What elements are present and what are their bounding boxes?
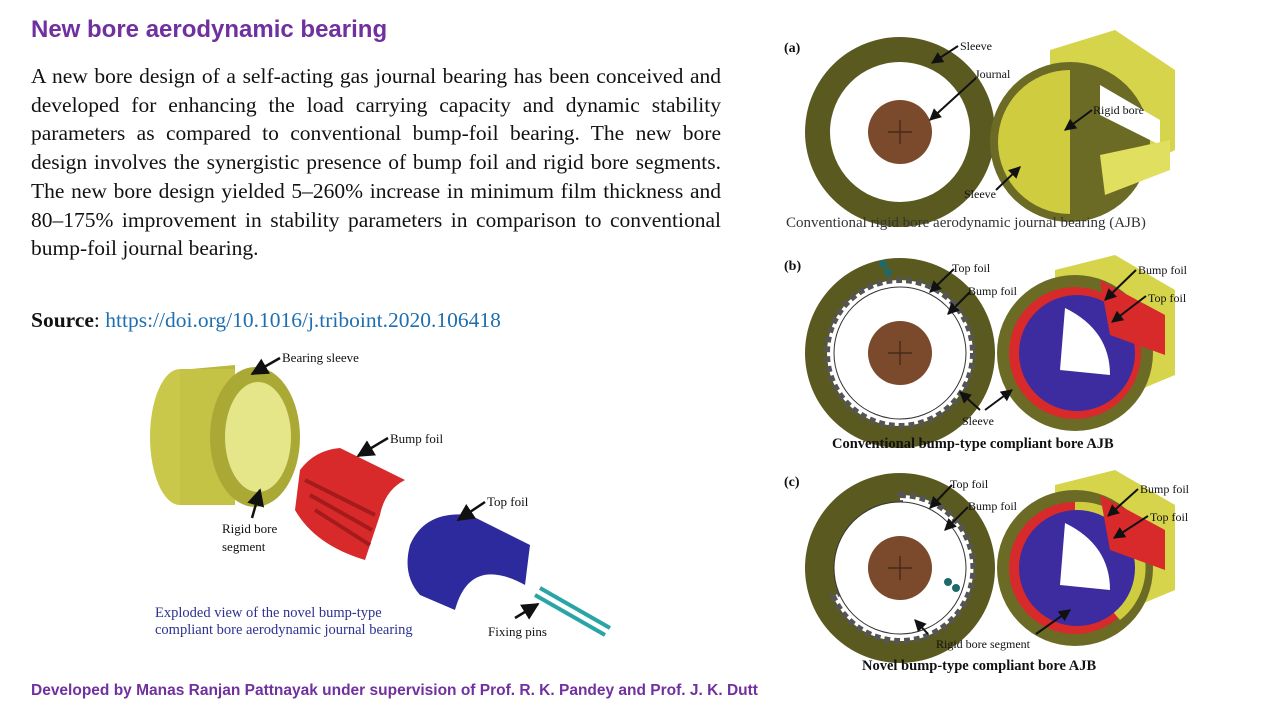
c-label-top-foil-right: Top foil [1150,510,1189,524]
b-label-top-foil-left: Top foil [952,261,991,275]
label-top-foil: Top foil [487,494,529,509]
b-caption: Conventional bump-type compliant bore AJB [832,436,1114,452]
a-label-journal: Journal [975,67,1011,81]
panel-a-3d-sleeve [990,30,1175,222]
label-rigid-segment: segment [222,539,266,554]
exploded-view-illustration [140,340,620,650]
c-label-bump-foil-left: Bump foil [968,499,1018,513]
source-doi-link[interactable]: https://doi.org/10.1016/j.triboint.2020.106418 [105,308,501,332]
top-foil-shape [408,514,530,618]
description-paragraph: A new bore design of a self-acting gas journal bearing has been conceived and developed for enhancing the load carrying capacity and dynamic stability parameters as compared to conventional bump-foil bearing. The new bore design involves the synergistic presence of bump foil and rigid bore segments. The new bore design yielded 5–260% increase in minimum film thickness and 80–175% improvement in stability parameters in comparison to conventional bump-foil journal bearing. [31,64,721,261]
a-label-rigid-bore: Rigid bore [1093,103,1144,117]
source-separator: : [93,308,106,332]
source-label: Source [31,308,94,332]
label-fixing-pins: Fixing pins [488,624,547,639]
panel-a [784,30,1175,231]
label-rigid-bore: Rigid bore [222,521,278,536]
c-caption: Novel bump-type compliant bore AJB [862,658,1097,674]
panel-b [784,255,1188,452]
c-label-top-foil-left: Top foil [950,477,989,491]
panel-c-3d-bearing [997,470,1175,646]
bearing-comparison-figure [780,30,1230,675]
bump-foil-shape [295,448,405,560]
a-label-sleeve-top: Sleeve [960,39,992,53]
bearing-sleeve-shape [150,365,300,507]
b-label-sleeve: Sleeve [962,414,994,428]
exploded-caption-line1: Exploded view of the novel bump-type [155,605,382,621]
panel-c [784,470,1190,674]
c-label-bump-foil-right: Bump foil [1140,482,1190,496]
exploded-caption-line2: compliant bore aerodynamic journal bearing [155,622,413,638]
panel-b-label: (b) [784,259,802,274]
credits-footer: Developed by Manas Ranjan Pattnayak under supervision of Prof. R. K. Pandey and Prof. J. K. Dutt [31,682,758,699]
a-label-sleeve-bottom: Sleeve [964,187,996,201]
panel-a-label: (a) [784,41,801,56]
label-bump-foil: Bump foil [390,431,444,446]
slide-title: New bore aerodynamic bearing [31,16,388,43]
panel-c-label: (c) [784,475,800,490]
panel-b-3d-bearing [997,255,1175,431]
label-bearing-sleeve: Bearing sleeve [282,350,359,365]
b-label-top-foil-right: Top foil [1148,291,1187,305]
b-label-bump-foil-right: Bump foil [1138,263,1188,277]
c-label-rigid-segment: Rigid bore segment [936,637,1030,651]
b-label-bump-foil-left: Bump foil [968,284,1018,298]
a-caption: Conventional rigid bore aerodynamic journal bearing (AJB) [786,215,1146,231]
source-line [31,308,501,333]
